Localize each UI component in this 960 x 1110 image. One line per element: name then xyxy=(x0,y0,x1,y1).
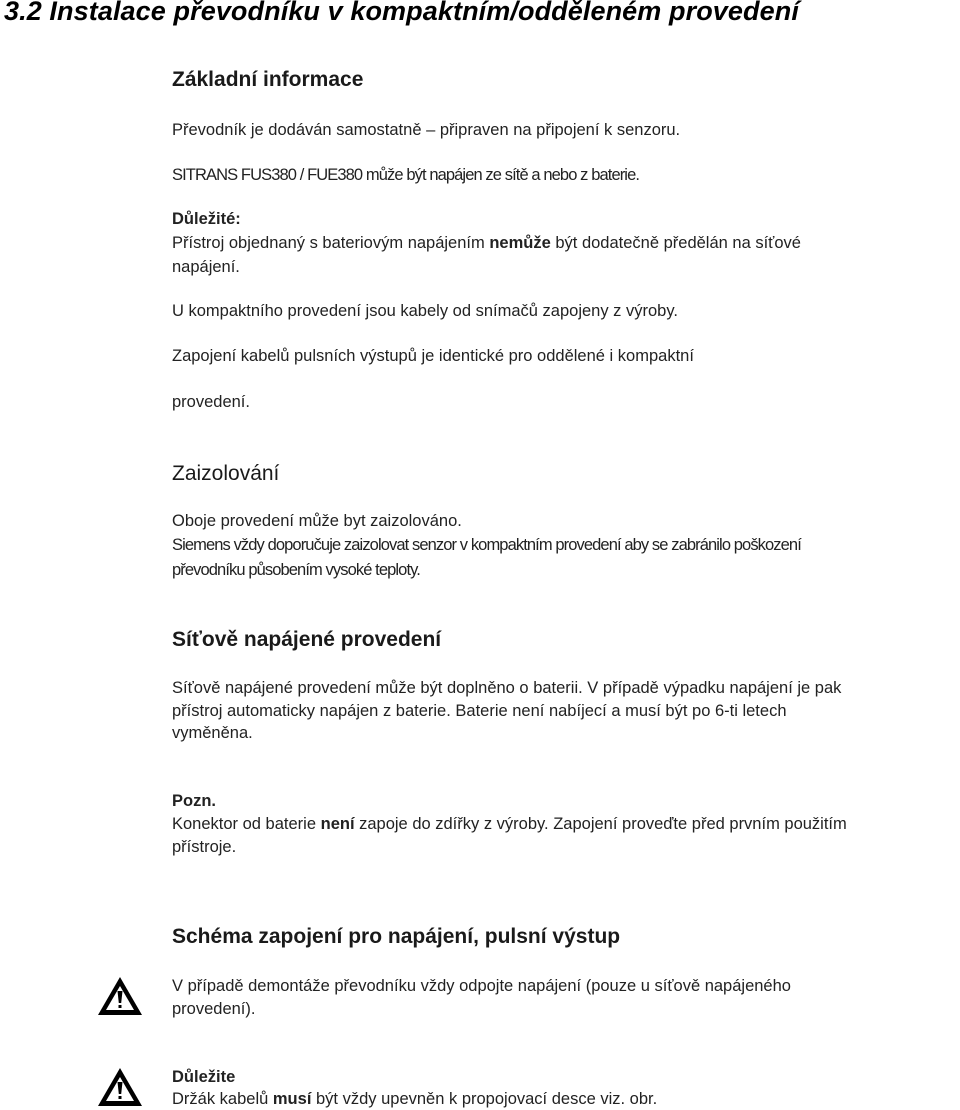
paragraph: SITRANS FUS380 / FUE380 může být napájen ze sítě a nebo z baterie. xyxy=(172,166,640,184)
paragraph xyxy=(172,815,847,834)
text: být dodatečně předělán na síťové xyxy=(550,234,801,252)
section-heading-schema: Schéma zapojení pro napájení, pulsní výstup xyxy=(172,925,621,948)
paragraph: převodníku působením vysoké teploty. xyxy=(172,561,420,579)
paragraph: Síťově napájené provedení může být doplněno o baterii. V případě výpadku napájení je pak xyxy=(172,679,842,697)
emphasis: musí xyxy=(272,1090,312,1108)
paragraph xyxy=(172,1090,657,1109)
paragraph: Převodník je dodáván samostatně – připraven na připojení k senzoru. xyxy=(172,121,681,139)
important-label: Důležité: xyxy=(172,210,241,228)
warning-icon xyxy=(96,1066,144,1108)
text: Přístroj objednaný s bateriovým napájením xyxy=(172,234,490,252)
text: Konektor od baterie xyxy=(172,815,321,833)
paragraph xyxy=(172,234,801,253)
paragraph: provedení). xyxy=(172,1000,256,1018)
text: Držák kabelů xyxy=(172,1090,273,1108)
paragraph: Oboje provedení může byt zaizolováno. xyxy=(172,512,462,530)
paragraph: U kompaktního provedení jsou kabely od snímačů zapojeny z výroby. xyxy=(172,302,678,320)
paragraph: vyměněna. xyxy=(172,724,253,742)
section-heading-basic: Základní informace xyxy=(172,68,364,91)
note-label: Pozn. xyxy=(172,792,216,810)
paragraph: přístroje. xyxy=(172,838,237,856)
section-heading-mains: Síťově napájené provedení xyxy=(172,628,442,651)
paragraph: Zapojení kabelů pulsních výstupů je identické pro oddělené i kompaktní xyxy=(172,347,694,365)
important-label: Důležite xyxy=(172,1068,236,1086)
emphasis: není xyxy=(320,815,355,833)
section-heading-insulation: Zaizolování xyxy=(172,462,280,485)
paragraph: Siemens vždy doporučuje zaizolovat senzor v kompaktním provedení aby se zabránilo poškození xyxy=(172,536,801,554)
paragraph: provedení. xyxy=(172,393,250,411)
warning-icon xyxy=(96,975,144,1017)
page-title: 3.2 Instalace převodníku v kompaktním/odděleném provedení xyxy=(4,0,799,26)
text: být vždy upevněn k propojovací desce viz. obr. xyxy=(311,1090,658,1108)
paragraph: V případě demontáže převodníku vždy odpojte napájení (pouze u síťově napájeného xyxy=(172,977,791,995)
text: zapoje do zdířky z výroby. Zapojení proveďte před prvním použitím xyxy=(354,815,847,833)
paragraph: přístroj automaticky napájen z baterie. Baterie není nabíjecí a musí být po 6-ti letech xyxy=(172,702,787,720)
paragraph: napájení. xyxy=(172,258,240,276)
emphasis: nemůže xyxy=(489,234,551,252)
